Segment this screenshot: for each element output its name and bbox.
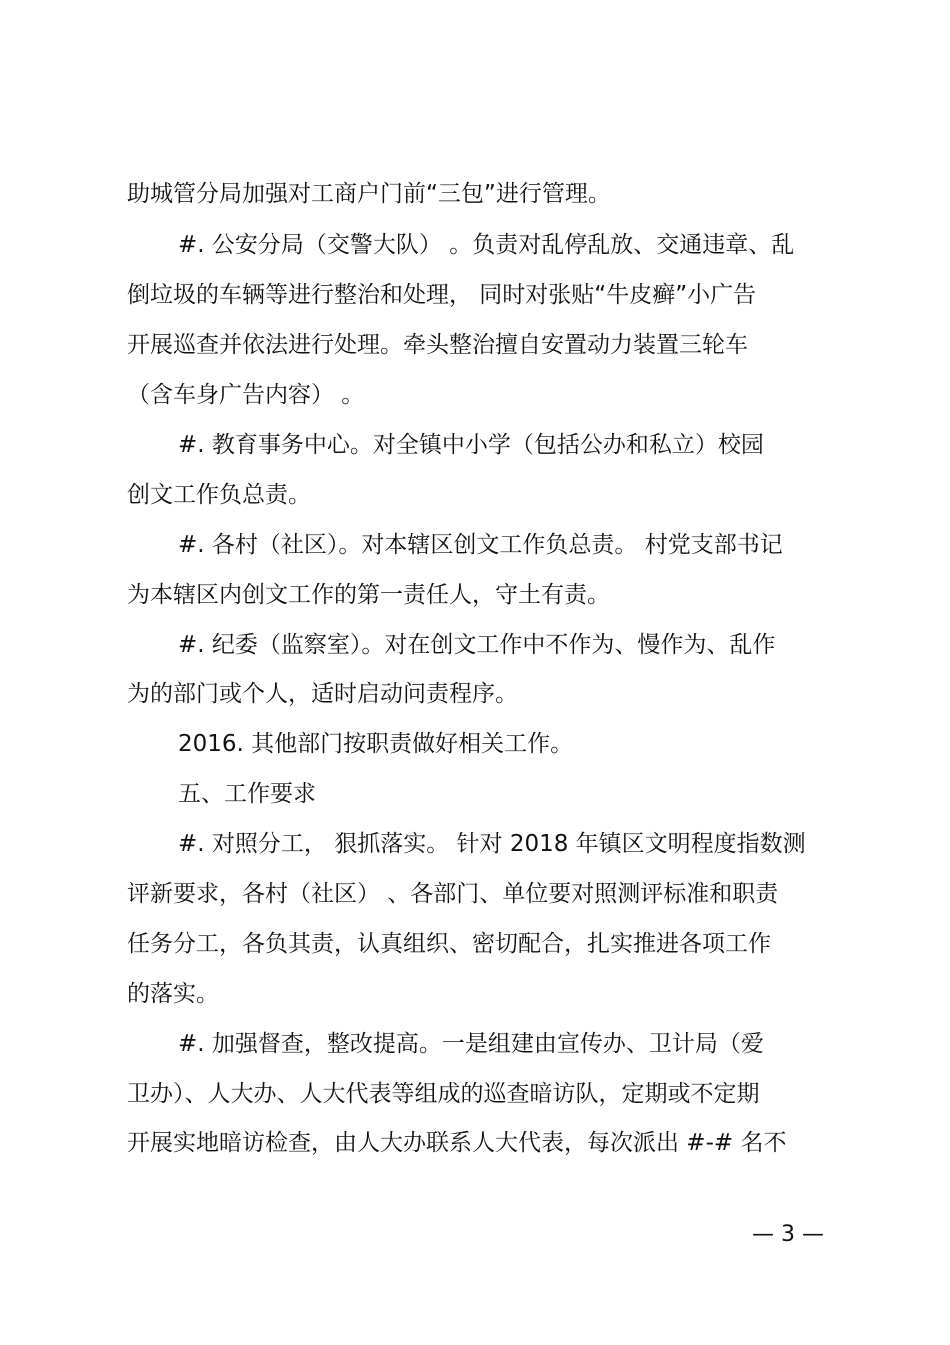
text-line: 倒垃圾的车辆等进行整治和处理， 同时对张贴“牛皮癣”小广告 <box>127 282 757 308</box>
text-line: #. 纪委（监察室）。对在创文工作中不作为、慢作为、乱作 <box>178 632 776 658</box>
text-line: 评新要求，各村（社区） 、各部门、单位要对照测评标准和职责 <box>127 881 779 907</box>
text-line: 为的部门或个人，适时启动问责程序。 <box>127 681 518 707</box>
text-line: 为本辖区内创文工作的第一责任人，守土有责。 <box>127 582 610 608</box>
text-line: 2016. 其他部门按职责做好相关工作。 <box>178 731 574 757</box>
page-number: — 3 — <box>752 1222 824 1247</box>
text-line: （含车身广告内容） 。 <box>127 382 365 408</box>
text-line: 助城管分局加强对工商户门前“三包”进行管理。 <box>127 181 611 207</box>
text-line: 开展巡查并依法进行处理。牵头整治擅自安置动力装置三轮车 <box>127 332 748 358</box>
section-heading: 五、工作要求 <box>178 781 316 807</box>
text-line: 开展实地暗访检查，由人大办联系人大代表，每次派出 #-# 名不 <box>127 1130 787 1156</box>
text-line: 卫办）、人大办、人大代表等组成的巡查暗访队，定期或不定期 <box>127 1081 760 1107</box>
text-line: #. 加强督查，整改提高。一是组建由宣传办、卫计局（爱 <box>178 1031 764 1057</box>
text-line: 创文工作负总责。 <box>127 482 311 508</box>
text-line: #. 公安分局（交警大队） 。负责对乱停乱放、交通违章、乱 <box>178 232 795 258</box>
text-line: #. 对照分工， 狠抓落实。 针对 2018 年镇区文明程度指数测 <box>178 831 806 857</box>
text-line: #. 教育事务中心。对全镇中小学（包括公办和私立）校园 <box>178 432 764 458</box>
text-line: 任务分工，各负其责，认真组织、密切配合，扎实推进各项工作 <box>127 931 771 957</box>
text-line: #. 各村（社区）。对本辖区创文工作负总责。 村党支部书记 <box>178 532 783 558</box>
text-line: 的落实。 <box>127 981 219 1007</box>
